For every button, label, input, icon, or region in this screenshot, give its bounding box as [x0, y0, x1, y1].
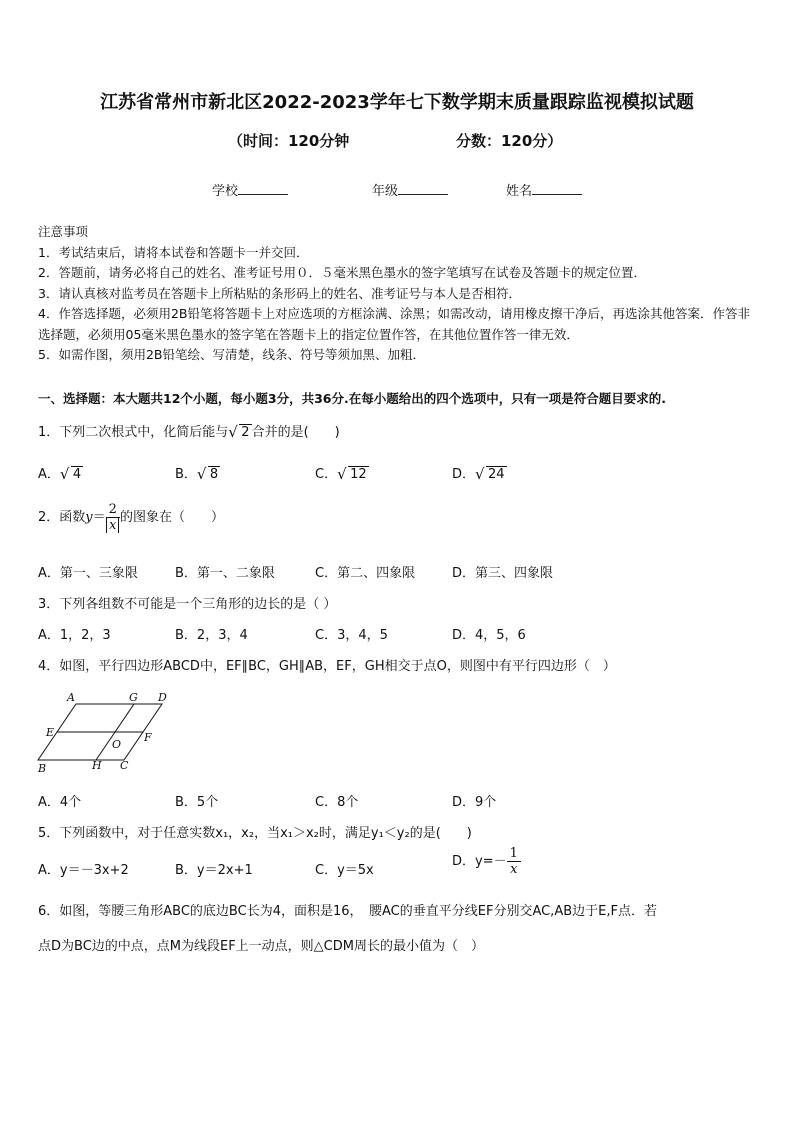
notes-block [38, 222, 758, 366]
label-a: A [67, 691, 75, 704]
q4-option-b: B．5个 [175, 795, 219, 810]
question-4: 4．如图，平行四边形ABCD中，EF∥BC，GH∥AB，EF，GH相交于点O，则图中有平行四边形（ ） [38, 659, 616, 674]
q1-option-d: D． √ 24 [452, 465, 505, 483]
question-6-line-1: 6．如图，等腰三角形ABC的底边BC长为4，面积是16， 腰AC的垂直平分线EF分别交AC,AB边于E,F点．若 [38, 904, 657, 919]
q5-option-b: B．y＝2x+1 [175, 863, 253, 878]
q1-option-a: A． √ 4 [38, 465, 82, 483]
q2-option-d: D．第三、四象限 [452, 566, 554, 581]
grade-label: 年级 [372, 184, 399, 199]
sqrt-expression: √ 2 [228, 423, 250, 441]
label-o: O [112, 738, 122, 751]
q2-option-b: B．第一、二象限 [175, 566, 275, 581]
q4-option-d: D．9个 [452, 795, 497, 810]
option-letter: A． [38, 467, 60, 482]
question-3: 3．下列各组数不可能是一个三角形的边长的是（ ） [38, 597, 337, 612]
note-item: 4．作答选择题，必须用2B铅笔将答题卡上对应选项的方框涂满、涂黑；如需改动，请用橡皮擦干净后，再选涂其他答案．作答非选择题，必须用05毫米黑色墨水的签字笔在答题卡上的指定位置作答，在其他位置作答一律无效． [38, 306, 750, 342]
q5-option-d-text: D．y=－ [452, 854, 507, 869]
q1-radicand: 2 [241, 425, 250, 440]
fraction [106, 502, 120, 533]
question-5: 5．下列函数中，对于任意实数x₁，x₂，当x₁＞x₂时，满足y₁＜y₂的是( ) [38, 826, 472, 841]
parallelogram-figure [30, 688, 180, 774]
label-f: F [144, 731, 152, 744]
name-blank [532, 182, 582, 195]
q3-option-a: A．1，2，3 [38, 628, 111, 643]
score-label: 分数：120分） [456, 132, 563, 150]
q5-option-d [452, 846, 521, 877]
name-field [506, 180, 582, 199]
school-label: 学校 [212, 184, 239, 199]
q3-option-c: C．3，4，5 [315, 628, 388, 643]
option-radicand: 8 [209, 467, 219, 482]
q4-option-a: A．4个 [38, 795, 82, 810]
q5-option-a: A．y＝－3x+2 [38, 863, 129, 878]
note-item: 2．答题前，请务必将自己的姓名、准考证号用０．５毫米黑色墨水的签字笔填写在试卷及答题卡的规定位置． [38, 265, 646, 280]
section-heading: 一、选择题：本大题共12个小题，每小题3分，共36分.在每小题给出的四个选项中，只有一项是符合题目要求的. [38, 391, 666, 406]
q2-option-c: C．第二、四象限 [315, 566, 416, 581]
q2-text-pre: 2．函数 [38, 510, 86, 525]
label-h: H [92, 759, 102, 772]
q2-option-a: A．第一、三象限 [38, 566, 138, 581]
note-item: 1．考试结束后，请将本试卷和答题卡一并交回． [38, 244, 309, 260]
q2-eq: ＝ [92, 510, 106, 525]
option-radicand: 12 [350, 467, 367, 482]
q1-text-pre: 1．下列二次根式中，化简后能与 [38, 425, 229, 440]
option-radicand: 24 [488, 467, 505, 482]
label-c: C [120, 759, 129, 772]
q5-option-c: C．y＝5x [315, 863, 374, 878]
option-letter: B． [175, 467, 197, 482]
option-radicand: 4 [72, 467, 82, 482]
q1-option-c: C． √ 12 [315, 465, 367, 483]
fraction [507, 846, 521, 877]
question-2 [38, 502, 224, 533]
label-g: G [129, 691, 138, 704]
fraction-denominator: x [510, 862, 518, 877]
q3-option-b: B．2，3，4 [175, 628, 248, 643]
grade-field [372, 180, 448, 199]
question-6-line-2: 点D为BC边的中点，点M为线段EF上一动点，则△CDM周长的最小值为（ ） [38, 939, 484, 954]
option-letter: C． [315, 467, 338, 482]
label-e: E [46, 726, 55, 739]
name-label: 姓名 [506, 184, 533, 199]
school-blank [238, 182, 288, 195]
label-d: D [158, 691, 167, 704]
q1-option-b: B． √ 8 [175, 465, 219, 483]
fraction-numerator: 2 [106, 502, 120, 518]
note-item: 3．请认真核对监考员在答题卡上所粘贴的条形码上的姓名、准考证号与本人是否相符． [38, 285, 521, 301]
school-field [212, 180, 288, 199]
exam-title: 江苏省常州市新北区2022-2023学年七下数学期末质量跟踪监视模拟试题 [100, 92, 694, 113]
option-letter: D． [452, 467, 476, 482]
notes-heading: 注意事项 [38, 224, 89, 239]
time-label: （时间：120分钟 [228, 132, 350, 150]
note-item: 5．如需作图，须用2B铅笔绘、写清楚，线条、符号等须加黑、加粗． [38, 347, 425, 362]
q4-option-c: C．8个 [315, 795, 359, 810]
fraction-numerator: 1 [507, 846, 521, 862]
fraction-denominator: x [106, 518, 119, 533]
q1-text-post: 合并的是( ) [251, 425, 340, 440]
q2-text-post: 的图象在（ ） [119, 510, 224, 525]
q3-option-d: D．4，5，6 [452, 628, 526, 643]
label-b: B [38, 762, 47, 774]
grade-blank [398, 182, 448, 195]
question-1 [38, 421, 340, 440]
q2-var: y [85, 510, 93, 525]
